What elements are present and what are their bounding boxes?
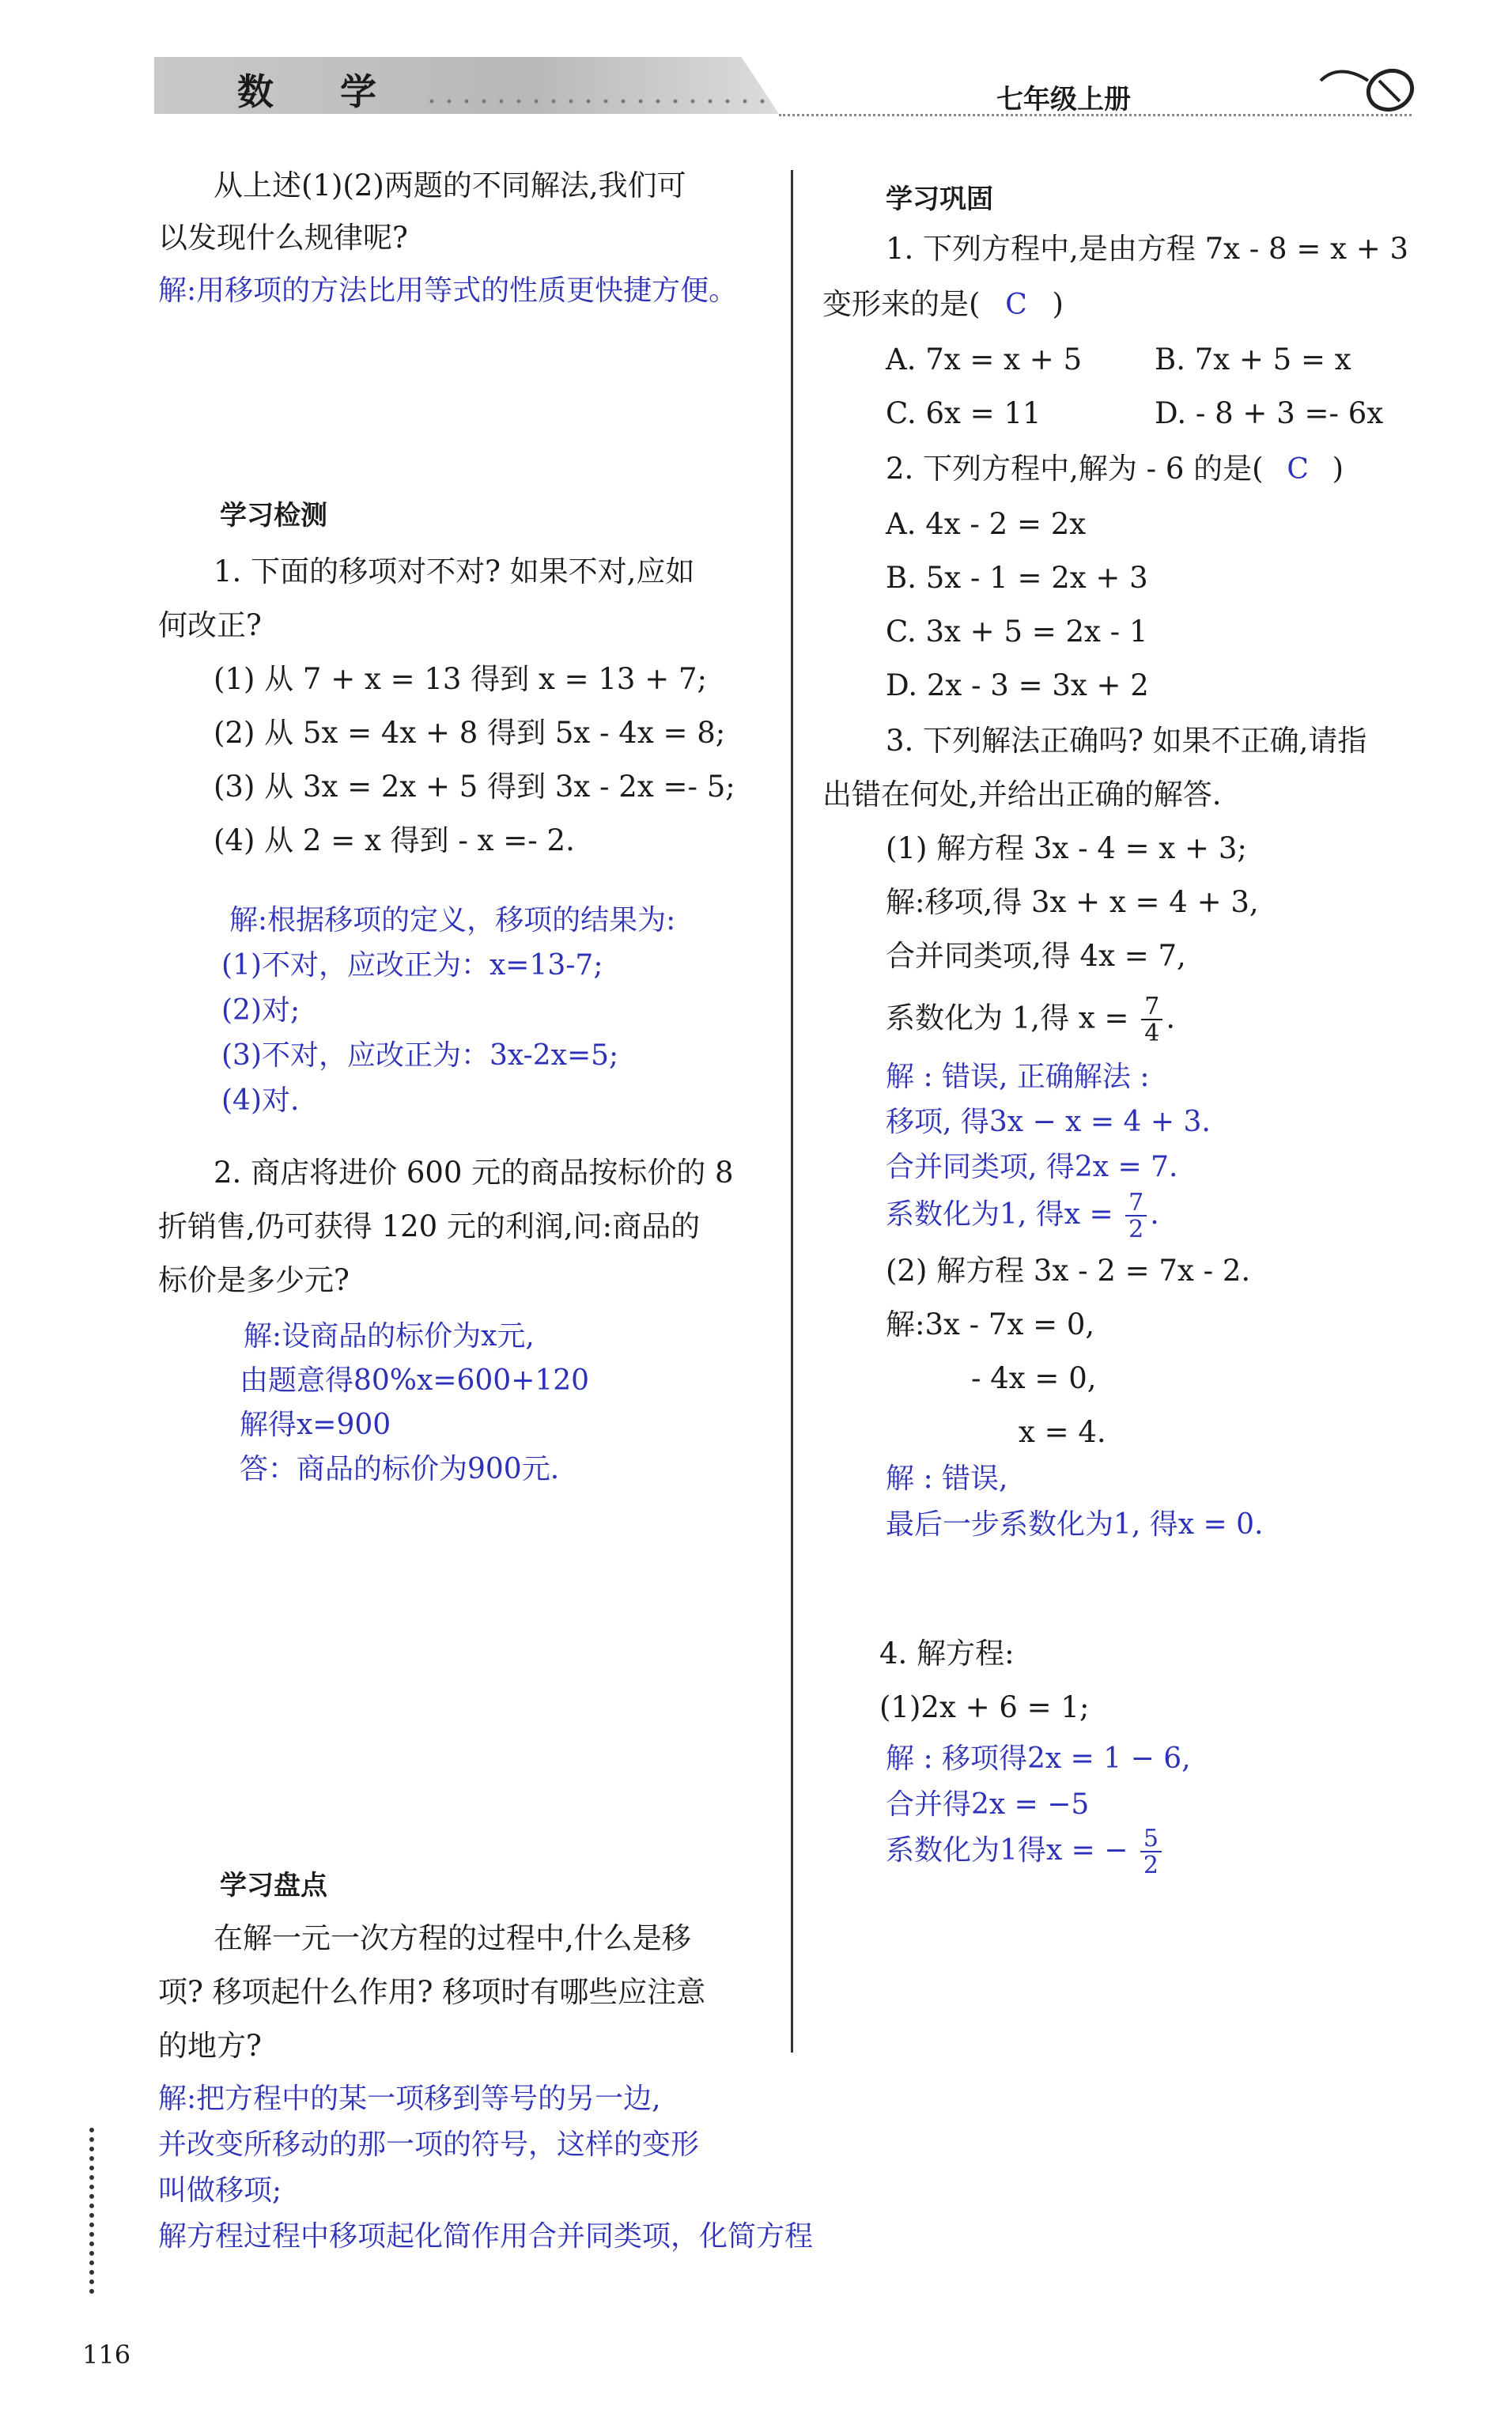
q3a-answer: 合并同类项, 得2x = 7. <box>886 1151 1178 1183</box>
q3b-line: (2) 解方程 3x - 2 = 7x - 2. <box>886 1254 1251 1288</box>
fraction-denominator: 4 <box>1144 1020 1160 1047</box>
q3a-last-prefix: 系数化为 1,得 x = <box>886 1001 1129 1035</box>
q4-answer: 合并得2x = −5 <box>886 1788 1090 1821</box>
q3a-answer-last: 系数化为1, 得x = $\frac{7}{2}$ . <box>886 1189 1159 1243</box>
q3b-line: x = 4. <box>1019 1415 1106 1449</box>
q1-option: B. 7x + 5 = x <box>1155 342 1351 376</box>
consolidate-q3-line-2: 出错在何处,并给出正确的解答. <box>822 778 1222 812</box>
section-heading-check: 学习检测 <box>220 500 327 532</box>
consolidate-q1-line-1: 1. 下列方程中,是由方程 7x - 8 = x + 3 <box>886 232 1409 266</box>
q1-stem: 变形来的是( <box>822 287 981 321</box>
fraction-numerator: 7 <box>1125 1191 1147 1216</box>
check-q1-item: (1) 从 7 + x = 13 得到 x = 13 + 7; <box>214 662 707 696</box>
q2-answer-mark: C <box>1287 453 1309 486</box>
q2-close-paren: ) <box>1332 452 1344 486</box>
check-q2-line: 2. 商店将进价 600 元的商品按标价的 8 <box>214 1156 734 1190</box>
q3a-line: (1) 解方程 3x - 4 = x + 3; <box>886 831 1247 865</box>
review-line: 的地方? <box>158 2029 262 2063</box>
q3b-answer: 解 : 错误, <box>886 1462 1008 1495</box>
q2-option: A. 4x - 2 = 2x <box>886 507 1087 541</box>
intro-line-2: 以发现什么规律呢? <box>158 221 408 255</box>
check-q2-line: 标价是多少元? <box>158 1263 350 1297</box>
check-q1-answer: (3)不对，应改正为：3x-2x=5; <box>221 1039 619 1072</box>
consolidate-q1-line-2 <box>822 286 1064 323</box>
fraction-denominator: 2 <box>1128 1216 1144 1243</box>
review-answer: 叫做移项; <box>158 2174 282 2207</box>
consolidate-q3-line-1: 3. 下列解法正确吗? 如果不正确,请指 <box>886 724 1367 758</box>
q4-line: 4. 解方程: <box>879 1636 1015 1671</box>
section-heading-review: 学习盘点 <box>220 1870 327 1901</box>
subject-title: 数 学 <box>237 70 404 113</box>
q4-answer-prefix: 系数化为1得x = − <box>886 1834 1128 1867</box>
check-q1-answer: (4)对. <box>221 1084 300 1117</box>
fraction-denominator: 2 <box>1143 1852 1159 1879</box>
q4-equation: (1)2x + 6 = 1; <box>879 1690 1090 1724</box>
review-answer: 解:把方程中的某一项移到等号的另一边, <box>158 2083 661 2115</box>
q4-answer: 解 : 移项得2x = 1 − 6, <box>886 1742 1191 1775</box>
q3b-answer: 最后一步系数化为1, 得x = 0. <box>886 1508 1264 1541</box>
check-q1-item: (4) 从 2 = x 得到 - x =- 2. <box>214 823 575 857</box>
review-answer: 并改变所移动的那一项的符号，这样的变形 <box>158 2128 700 2161</box>
q1-option: A. 7x = x + 5 <box>886 342 1083 376</box>
q3a-answer-prefix: 系数化为1, 得x = <box>886 1198 1113 1231</box>
q1-answer-mark: C <box>1005 289 1027 321</box>
q3a-answer-fraction <box>1125 1191 1147 1242</box>
section-heading-consolidate: 学习巩固 <box>886 184 993 215</box>
q2-option: C. 3x + 5 = 2x - 1 <box>886 615 1148 649</box>
q3a-answer: 移项, 得3x − x = 4 + 3. <box>886 1106 1211 1138</box>
fraction-numerator: 5 <box>1140 1827 1162 1852</box>
q3a-line: 解:移项,得 3x + x = 4 + 3, <box>886 885 1259 919</box>
q2-stem: 2. 下列方程中,解为 - 6 的是( <box>886 452 1264 486</box>
q3a-answer: 解 : 错误, 正确解法 : <box>886 1061 1150 1093</box>
check-q2-answer: 由题意得80%x=600+120 <box>240 1364 590 1397</box>
consolidate-q2-line <box>886 451 1344 487</box>
q1-option: C. 6x = 11 <box>886 396 1041 430</box>
q3b-line: - 4x = 0, <box>971 1361 1097 1395</box>
margin-dots <box>89 2128 94 2294</box>
check-q2-answer: 解得x=900 <box>240 1409 391 1441</box>
q1-option: D. - 8 + 3 =- 6x <box>1155 396 1384 430</box>
column-divider <box>791 170 793 2053</box>
check-q2-answer: 答：商品的标价为900元. <box>240 1453 560 1485</box>
q2-option: D. 2x - 3 = 3x + 2 <box>886 668 1149 702</box>
q3a-fraction <box>1141 995 1162 1046</box>
q4-answer-last <box>886 1827 1165 1878</box>
review-line: 项? 移项起什么作用? 移项时有哪些应注意 <box>158 1975 706 2009</box>
check-q2-line: 折销售,仍可获得 120 元的利润,问:商品的 <box>158 1209 701 1243</box>
check-q2-answer: 解:设商品的标价为x元, <box>244 1320 535 1353</box>
check-q1-line-1: 1. 下面的移项对不对? 如果不对,应如 <box>214 554 695 588</box>
grade-label: 七年级上册 <box>996 84 1131 115</box>
intro-line-1: 从上述(1)(2)两题的不同解法,我们可 <box>214 168 686 202</box>
fraction-numerator: 7 <box>1141 995 1162 1020</box>
q4-answer-fraction <box>1140 1827 1162 1878</box>
check-q1-answer: (2)对; <box>221 994 301 1027</box>
check-q1-item: (3) 从 3x = 2x + 5 得到 3x - 2x =- 5; <box>214 770 735 804</box>
check-q1-answer: 解:根据移项的定义，移项的结果为: <box>229 904 676 936</box>
q2-option: B. 5x - 1 = 2x + 3 <box>886 561 1148 595</box>
check-q1-item: (2) 从 5x = 4x + 8 得到 5x - 4x = 8; <box>214 716 726 750</box>
q3b-line: 解:3x - 7x = 0, <box>886 1307 1095 1341</box>
intro-answer: 解:用移项的方法比用等式的性质更快捷方便。 <box>158 274 738 307</box>
q1-close-paren: ) <box>1052 287 1064 321</box>
page-number: 116 <box>82 2340 131 2370</box>
q3a-line: 合并同类项,得 4x = 7, <box>886 939 1186 973</box>
mouse-icon <box>1313 57 1423 123</box>
q3a-line-last: 系数化为 1,得 x = $\frac{7}{4}$ . <box>886 993 1176 1047</box>
check-q1-answer: (1)不对，应改正为：x=13-7; <box>221 949 603 982</box>
review-answer: 解方程过程中移项起化简作用合并同类项，化简方程 <box>158 2220 814 2253</box>
check-q1-line-2: 何改正? <box>158 608 262 642</box>
review-line: 在解一元一次方程的过程中,什么是移 <box>214 1921 691 1955</box>
